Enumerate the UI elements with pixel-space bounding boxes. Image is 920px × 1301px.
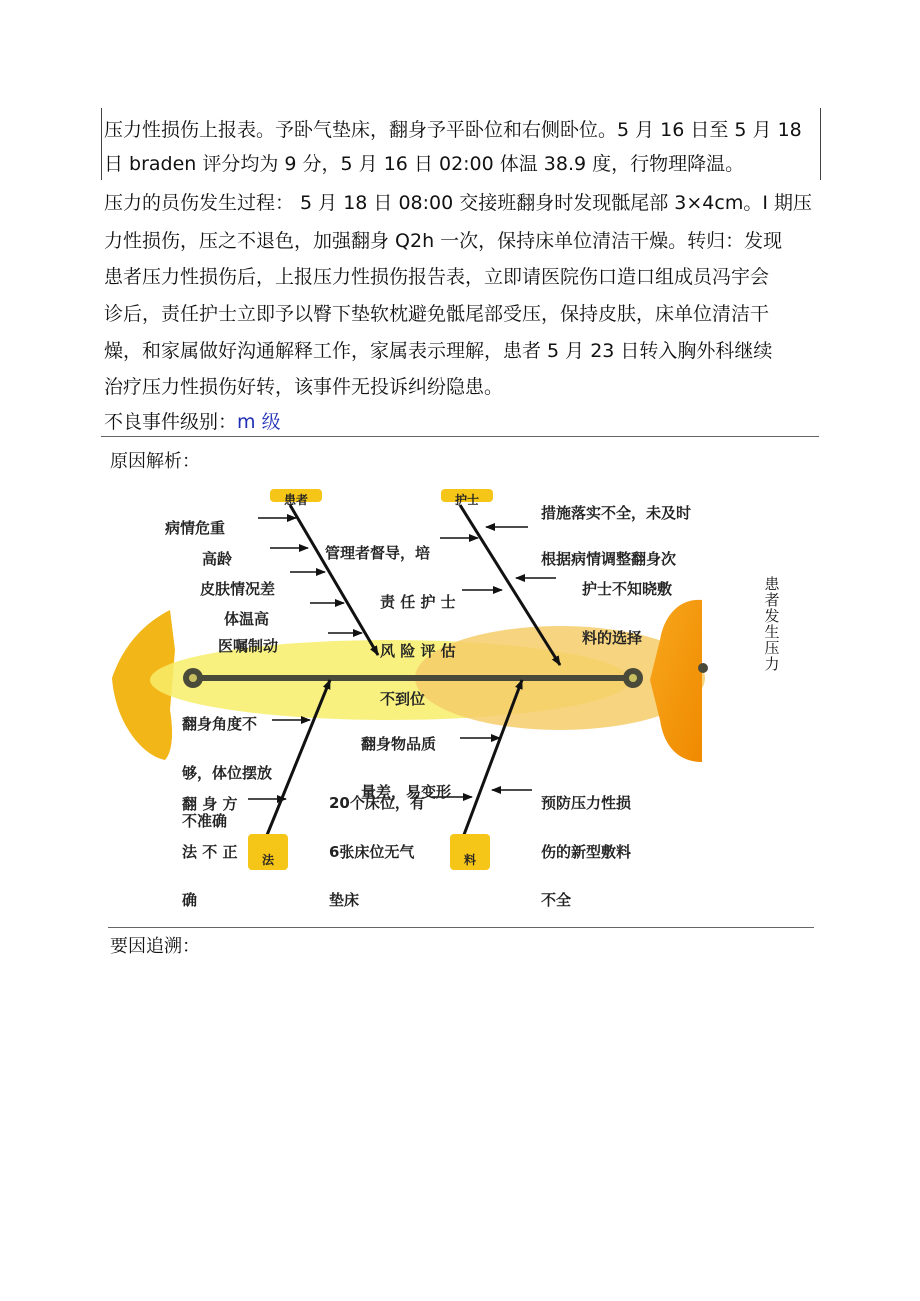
cause-inaccurate: 不准确 (182, 812, 228, 830)
cause-correct: 确 (182, 891, 198, 909)
cause-poor-skin: 皮肤情况差 (200, 580, 276, 598)
cause-advanced-age: 高龄 (202, 550, 233, 568)
process-line-1: 压力的员伤发生过程： 5 月 18 日 08:00 交接班翻身时发现骶尾部 3×4cm。I 期压 (104, 192, 812, 214)
category-patient: 患者 (270, 489, 322, 502)
cause-inadequate: 不到位 (380, 690, 426, 708)
cause-turning-method: 翻 身 方 (182, 795, 238, 813)
effect-text: 患 者 发 生 压 力 (764, 575, 780, 673)
process-line-4: 诊后，责任护士立即予以臀下垫软枕避免骶尾部受压，保持皮肤，床单位清洁干 (104, 303, 770, 325)
trace-heading: 要因追溯： (110, 936, 200, 957)
cause-positioning: 够，体位摆放 (182, 764, 273, 782)
process-line-6: 治疗压力性损伤好转，该事件无投诉纠纷隐患。 (104, 376, 504, 398)
cause-prevention: 预防压力性损 (541, 794, 632, 812)
cause-method-incorrect: 法 不 正 (182, 843, 238, 861)
cause-new-dressing: 伤的新型敷料 (541, 843, 632, 861)
category-nurse: 护士 (441, 489, 493, 502)
cause-dressing-selection: 料的选择 (582, 629, 643, 647)
event-level (104, 410, 281, 434)
fish-head (650, 600, 702, 762)
event-level-label: 不良事件级别： (104, 411, 238, 433)
category-material: 料 (450, 834, 490, 870)
cause-turning-angle: 翻身角度不 (182, 715, 258, 733)
cause-adjust-turning: 根据病情调整翻身次 (541, 550, 677, 568)
cause-responsible-nurse: 责 任 护 士 (380, 593, 456, 611)
cause-risk-assessment: 风 险 评 估 (380, 642, 456, 660)
cause-turning-supplies: 翻身物品质 (361, 735, 437, 753)
event-level-value: m 级 (237, 411, 281, 433)
report-line-2: 日 braden 评分均为 9 分，5 月 16 日 02:00 体温 38.9 度，行物理降温。 (104, 153, 745, 175)
process-line-3: 患者压力性损伤后，上报压力性损伤报告表，立即请医院伤口造口组成员冯宇会 (104, 266, 770, 288)
cause-high-temperature: 体温高 (224, 610, 270, 628)
cause-incomplete: 不全 (541, 891, 572, 909)
report-line-1: 压力性损伤上报表。予卧气垫床，翻身予平卧位和右侧卧位。5 月 16 日至 5 月 18 (104, 119, 802, 141)
process-line-5: 燥，和家属做好沟通解释工作，家属表示理解，患者 5 月 23 日转入胸外科继续 (104, 340, 773, 362)
cause-measures-incomplete: 措施落实不全，未及时 (541, 504, 692, 522)
cause-poor-quality: 量差，易变形 (361, 783, 452, 801)
divider-bottom (108, 927, 814, 928)
divider-top (101, 436, 819, 437)
cause-dressing-knowledge: 护士不知晓敷 (582, 580, 673, 598)
category-method: 法 (248, 834, 288, 870)
cause-heading: 原因解析： (110, 451, 200, 472)
cause-critical-illness: 病情危重 (165, 519, 226, 537)
process-line-2: 力性损伤，压之不退色，加强翻身 Q2h 一次，保持床单位清洁干燥。转归：发现 (104, 230, 783, 252)
cause-beds-6: 6张床位无气 (329, 843, 415, 861)
cause-immobilization-order: 医嘱制动 (218, 637, 279, 655)
cause-beds-20: 20个床位，有 (329, 794, 425, 812)
cause-supervision: 管理者督导，培 (325, 544, 431, 562)
cause-air-mattress: 垫床 (329, 891, 360, 909)
